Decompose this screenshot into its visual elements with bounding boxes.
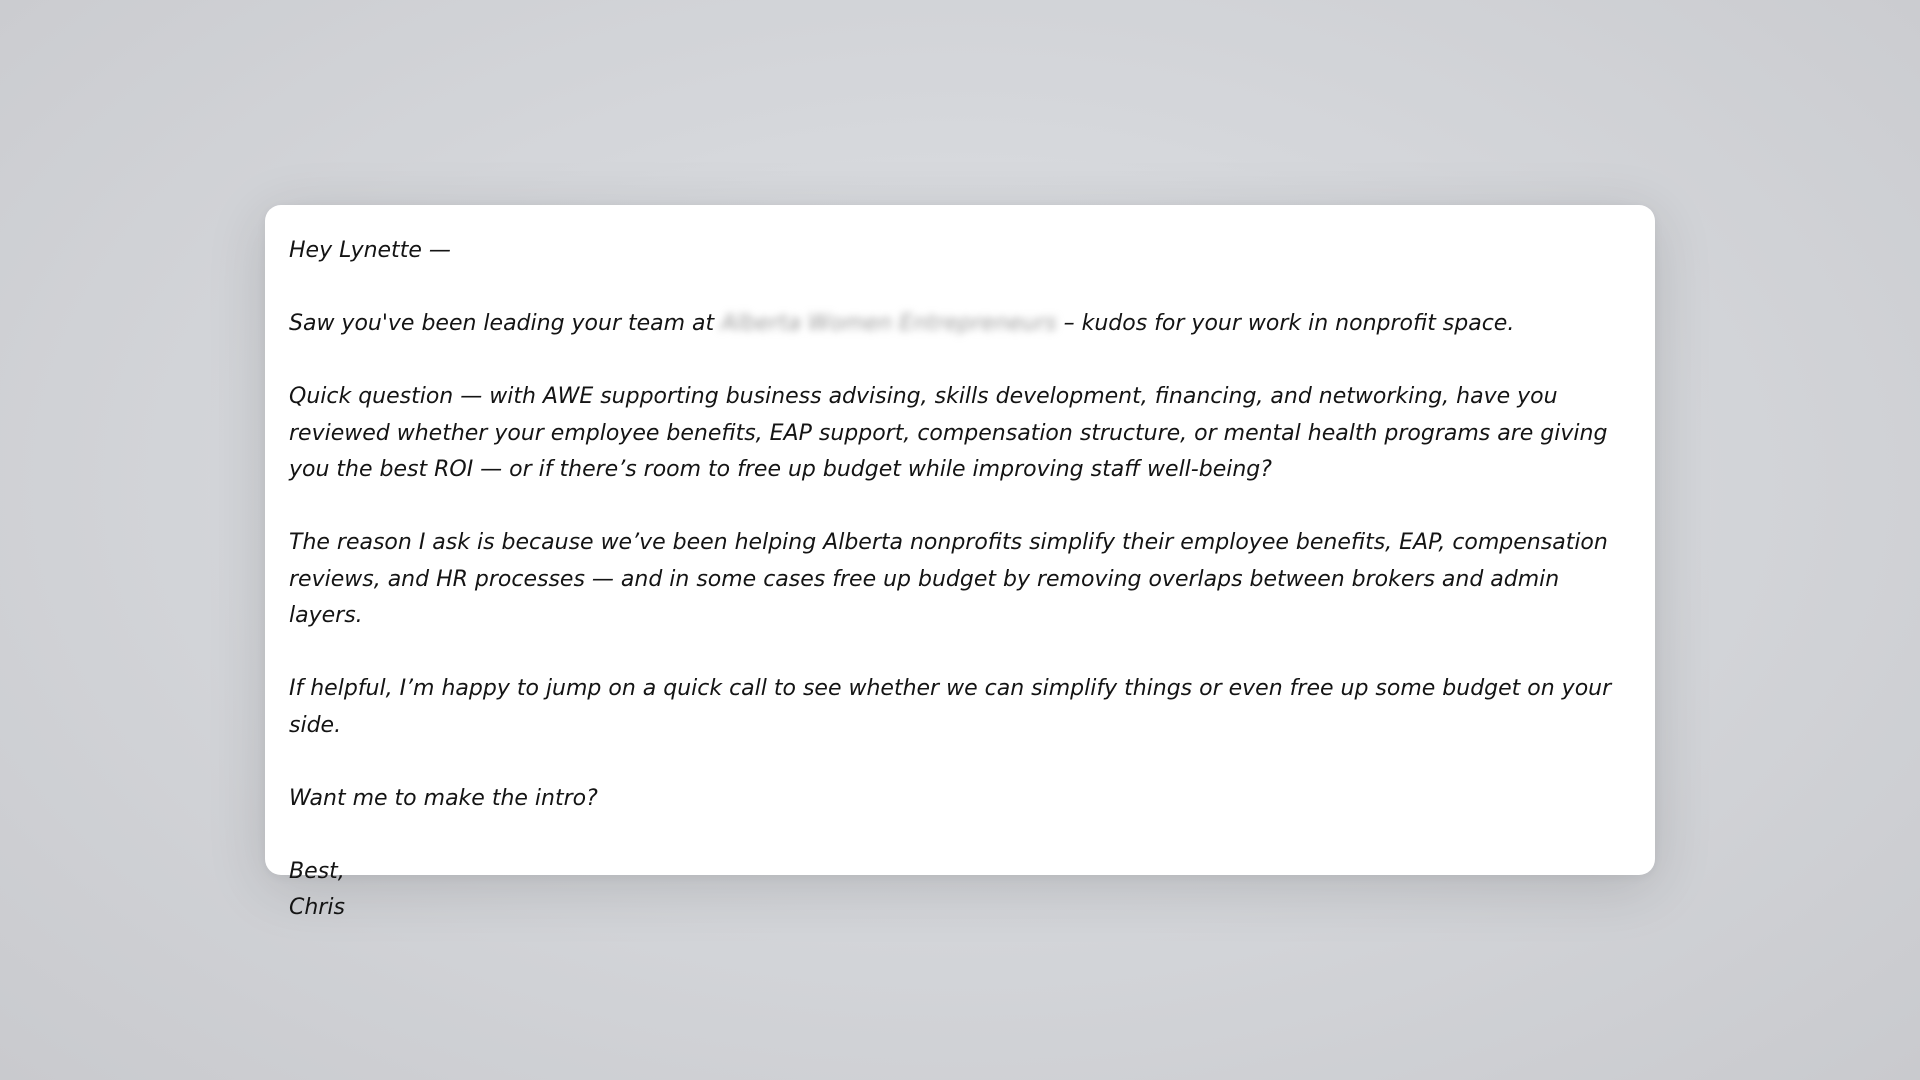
redacted-company-name: Alberta Women Entrepreneurs bbox=[721, 311, 1057, 336]
email-signoff: Best, bbox=[289, 858, 345, 884]
email-cta: Want me to make the intro? bbox=[289, 785, 598, 811]
email-question-paragraph: Quick question — with AWE supporting business advising, skills development, financing, and networking, have you reviewed whether your employee benefits, EAP support, compensation structure, or mental health programs are giving you the best ROI — or if there’s room to free up budget while improving staff well-being? bbox=[289, 384, 1608, 482]
email-greeting: Hey Lynette — bbox=[289, 238, 451, 263]
email-reason-paragraph: The reason I ask is because we’ve been helping Alberta nonprofits simplify their employee benefits, EAP, compensation reviews, and HR processes — and in some cases free up budget by removing overlaps between brokers and admin layers. bbox=[289, 530, 1608, 628]
email-offer-paragraph: If helpful, I’m happy to jump on a quick call to see whether we can simplify things or even free up some budget on your side. bbox=[289, 676, 1612, 738]
email-signature-block bbox=[289, 854, 1631, 927]
email-intro-before: Saw you've been leading your team at bbox=[289, 311, 722, 336]
email-intro-after: – kudos for your work in nonprofit space. bbox=[1056, 311, 1515, 336]
email-signature-name: Chris bbox=[289, 895, 345, 920]
email-intro-paragraph bbox=[289, 306, 1631, 343]
email-card bbox=[265, 205, 1655, 920]
